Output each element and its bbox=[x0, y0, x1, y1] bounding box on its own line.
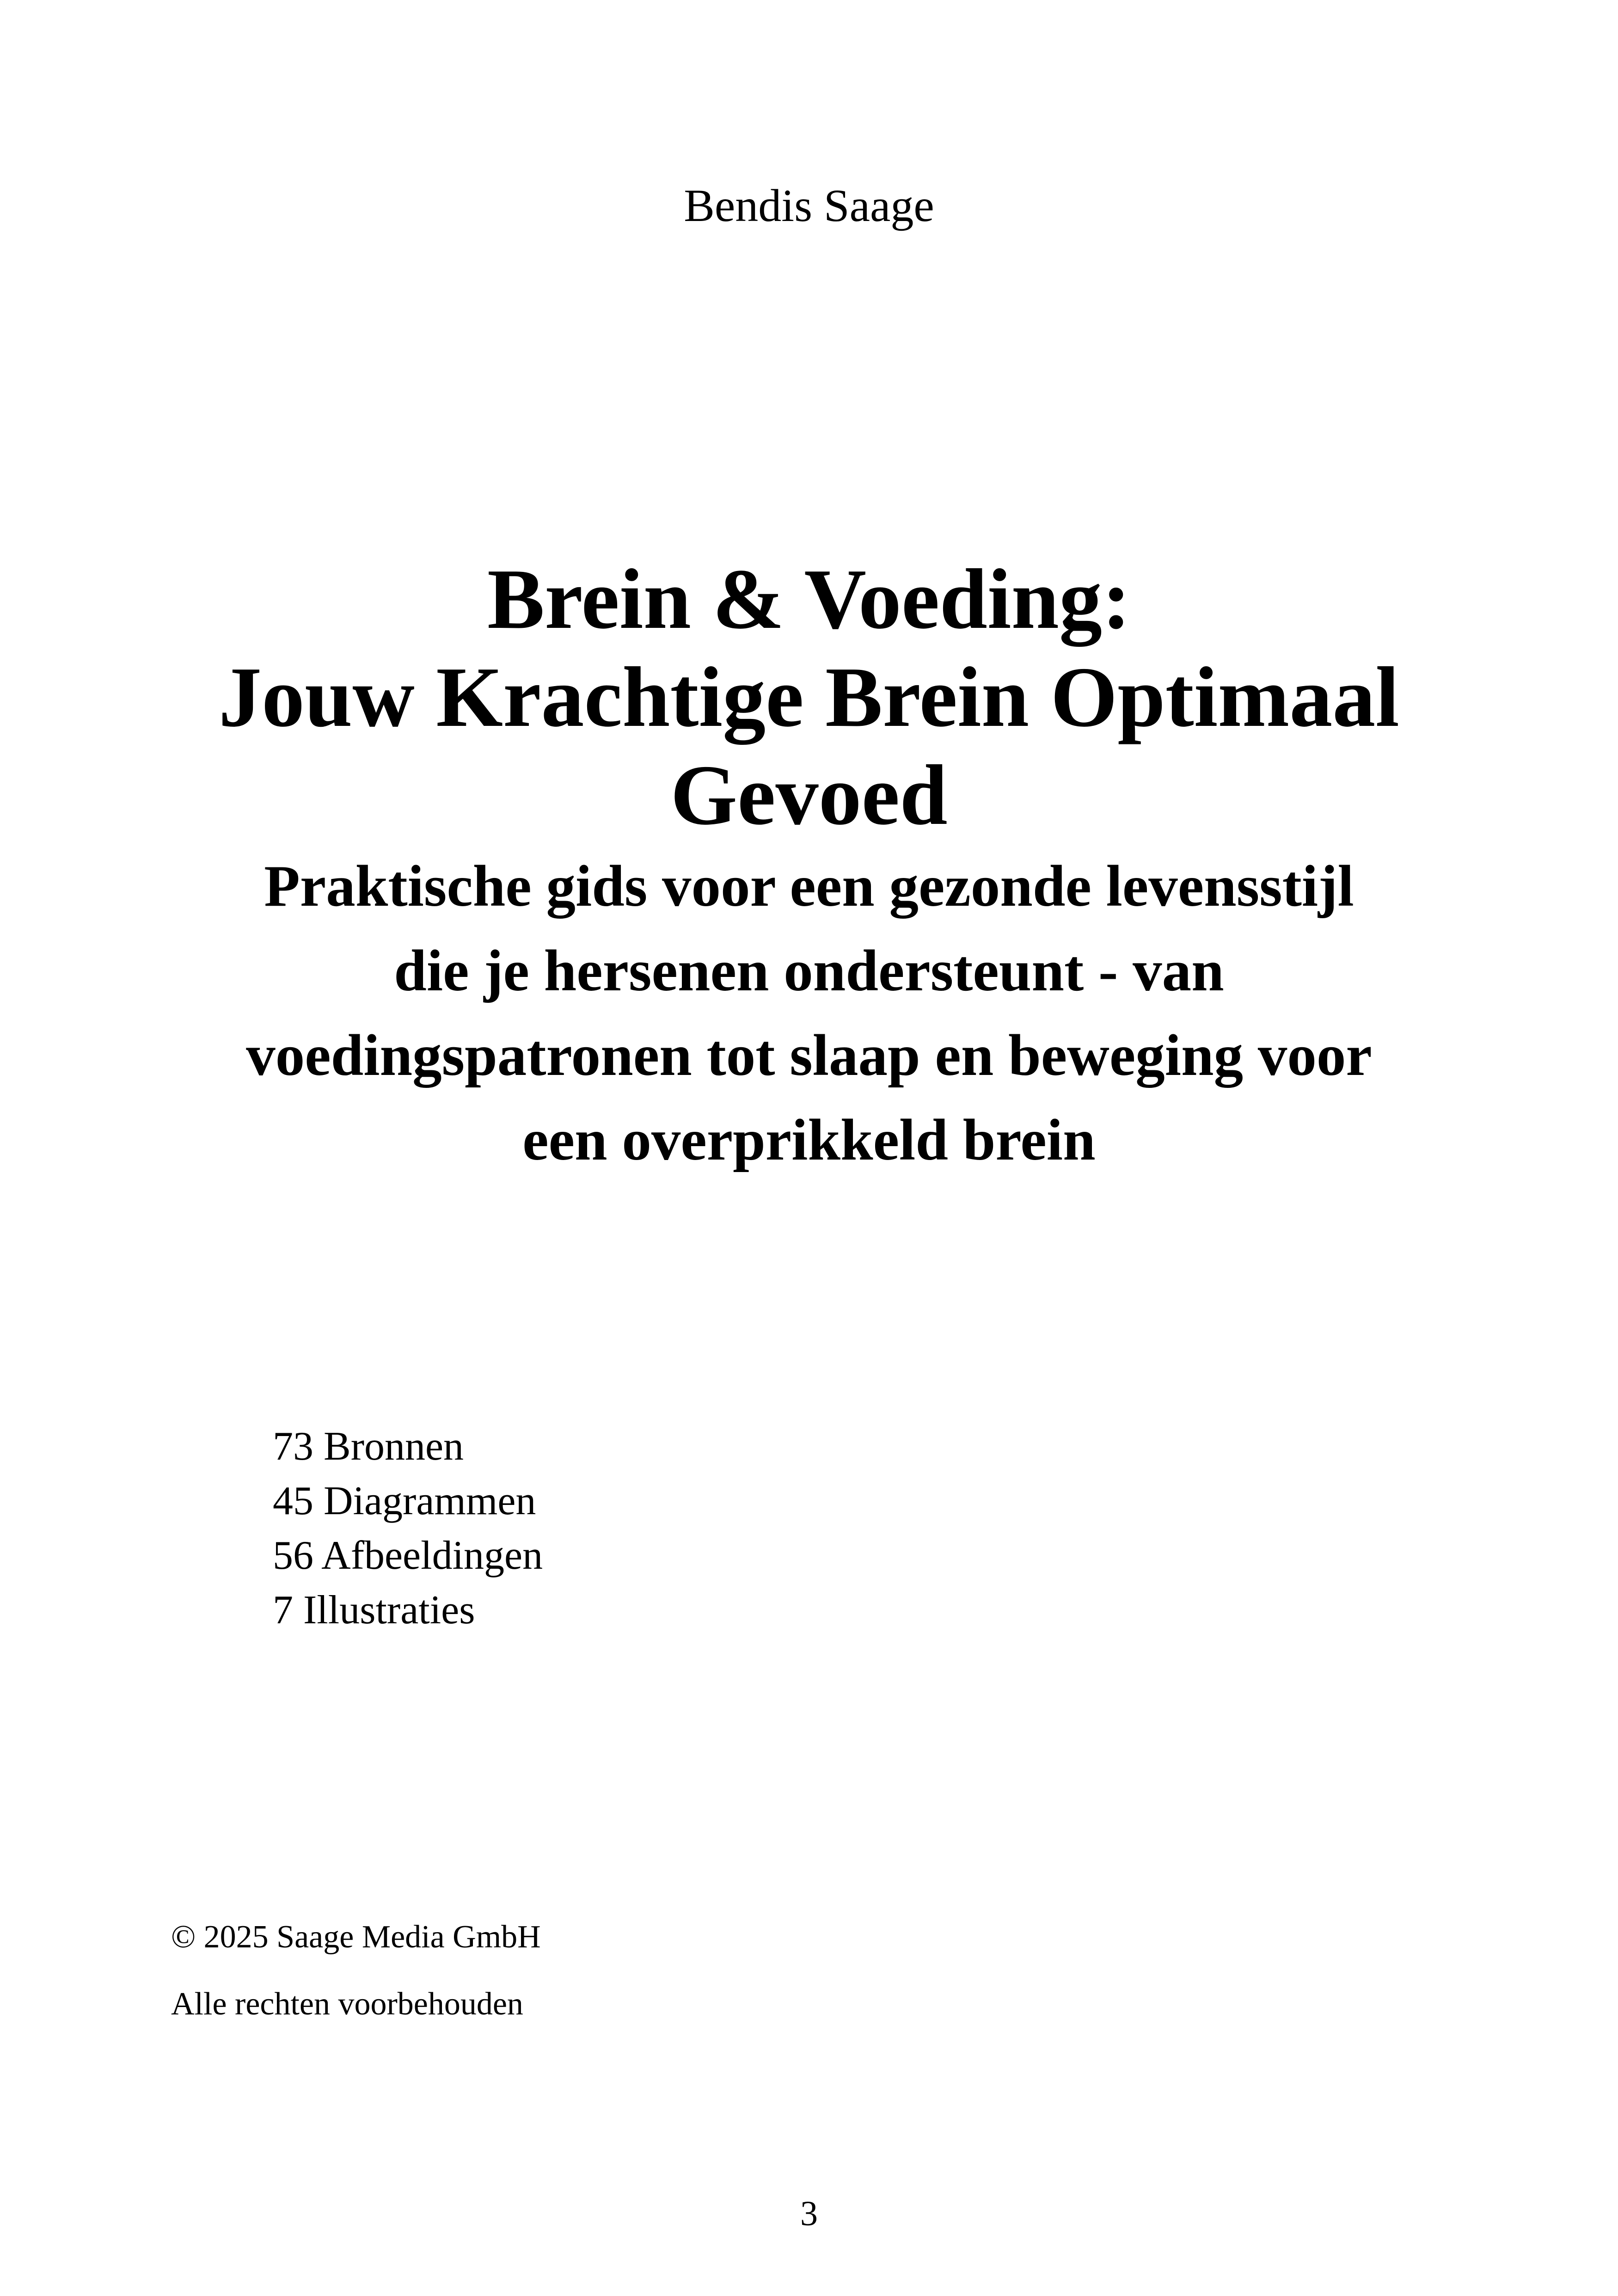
copyright-notice: © 2025 Saage Media GmbH bbox=[171, 1919, 541, 1955]
subtitle-line: Praktische gids voor een gezonde levensstijl bbox=[264, 854, 1354, 919]
stat-diagrams: 45 Diagrammen bbox=[273, 1479, 536, 1523]
subtitle-line: een overprikkeld brein bbox=[522, 1108, 1096, 1173]
subtitle-line: die je hersenen ondersteunt - van bbox=[394, 939, 1224, 1003]
title-line: Gevoed bbox=[670, 748, 948, 843]
stat-sources: 73 Bronnen bbox=[273, 1424, 464, 1469]
book-stats-list bbox=[273, 1419, 543, 1638]
title-block bbox=[0, 550, 1618, 1183]
subtitle-line: voedingspatronen tot slaap en beweging voor bbox=[246, 1023, 1372, 1088]
author-name: Bendis Saage bbox=[684, 180, 934, 231]
stat-images: 56 Afbeeldingen bbox=[273, 1533, 543, 1578]
title-line: Jouw Krachtige Brein Optimaal bbox=[219, 650, 1399, 745]
stat-illustrations: 7 Illustraties bbox=[273, 1588, 475, 1633]
page-number: 3 bbox=[800, 2194, 818, 2233]
rights-notice: Alle rechten voorbehouden bbox=[171, 1986, 523, 2022]
title-line: Brein & Voeding: bbox=[487, 552, 1131, 647]
